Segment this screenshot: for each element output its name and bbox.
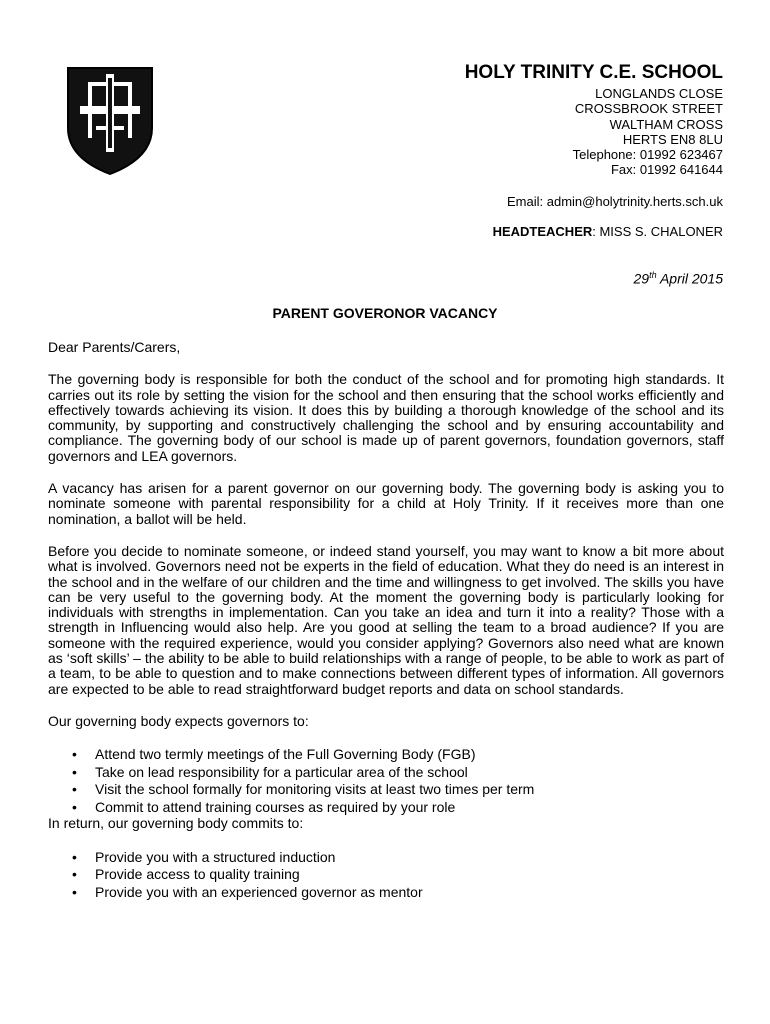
telephone: Telephone: 01992 623467 bbox=[572, 147, 723, 163]
commitments-list bbox=[48, 849, 724, 902]
address-line: WALTHAM CROSS bbox=[609, 116, 723, 132]
bullet-icon: • bbox=[72, 763, 77, 780]
bullet-icon: • bbox=[72, 798, 77, 815]
list-item: • Provide access to quality training bbox=[72, 866, 300, 883]
headteacher-name: : MISS S. CHALONER bbox=[592, 224, 723, 240]
school-crest-logo bbox=[66, 66, 154, 176]
bullet-icon: • bbox=[72, 781, 77, 798]
list-item: • Provide you with a structured induction bbox=[72, 848, 336, 865]
letter-body bbox=[48, 340, 724, 901]
commits-intro: In return, our governing body commits to: bbox=[48, 815, 304, 832]
list-item: • Attend two termly meetings of the Full Governing Body (FGB) bbox=[72, 746, 476, 763]
date-day: 29 bbox=[633, 270, 650, 287]
date-rest: April 2015 bbox=[656, 270, 723, 287]
expectations-list bbox=[48, 746, 724, 816]
fax: Fax: 01992 641644 bbox=[610, 162, 723, 178]
bullet-icon: • bbox=[72, 866, 77, 883]
letter-title: PARENT GOVERONOR VACANCY bbox=[272, 305, 498, 321]
address-line: CROSSBROOK STREET bbox=[574, 101, 723, 117]
bullet-icon: • bbox=[72, 848, 77, 865]
headteacher-line bbox=[323, 224, 723, 239]
headteacher-label: HEADTEACHER bbox=[492, 224, 593, 240]
letterhead bbox=[323, 60, 723, 239]
bullet-icon: • bbox=[72, 883, 77, 900]
date-suffix: th bbox=[649, 270, 657, 280]
school-name: HOLY TRINITY C.E. SCHOOL bbox=[464, 62, 723, 83]
list-item: • Commit to attend training courses as required by your role bbox=[72, 798, 456, 815]
paragraph: The governing body is responsible for both the conduct of the school and for promoting high standards. It carries out its role by setting the vision for the school and then ensuring that the school works efficiently and effectively towards achieving its vision. It does this by building a thorough knowledge of the school and its community, by supporting and constructively challenging the school and by ensuring accountability and compliance. The governing body of our school is made up of parent governors, foundation governors, staff governors and LEA governors. bbox=[48, 371, 724, 464]
paragraph: Before you decide to nominate someone, or indeed stand yourself, you may want to know a bit more about what is involved. Governors need not be experts in the field of education. What they do need is an interest in the school and in the welfare of our children and the time and willingness to get involved. The skills you have can be very useful to the governing body. At the moment the governing body is particularly looking for individuals with strengths in implementation. Can you take an idea and turn it into a reality? Those with a strength in Influencing would also help. Are you good at selling the team to a broad audience? If you are someone with the required experience, would you consider applying? Governors also need what are known as ‘soft skills’ – the ability to be able to build relationships with a range of people, to be able to work as part of a team, to be able to question and to make connections between different types of information. All governors are expected to be able to read straightforward budget reports and data on school standards. bbox=[48, 542, 724, 697]
paragraph: A vacancy has arisen for a parent governor on our governing body. The governing body is asking you to nominate someone with parental responsibility for a child at Holy Trinity. If it receives more than one nomination, a ballot will be held. bbox=[48, 480, 724, 527]
address-line: HERTS EN8 8LU bbox=[622, 131, 723, 147]
expects-intro: Our governing body expects governors to: bbox=[48, 712, 309, 729]
list-item: • Provide you with an experienced governor as mentor bbox=[72, 883, 423, 900]
list-item: • Visit the school formally for monitoring visits at least two times per term bbox=[72, 781, 535, 798]
address-line: LONGLANDS CLOSE bbox=[595, 86, 723, 101]
bullet-icon: • bbox=[72, 746, 77, 763]
salutation: Dear Parents/Carers, bbox=[48, 339, 181, 355]
email: Email: admin@holytrinity.herts.sch.uk bbox=[507, 193, 723, 209]
letter-date bbox=[633, 270, 723, 287]
list-item: • Take on lead responsibility for a particular area of the school bbox=[72, 763, 468, 780]
